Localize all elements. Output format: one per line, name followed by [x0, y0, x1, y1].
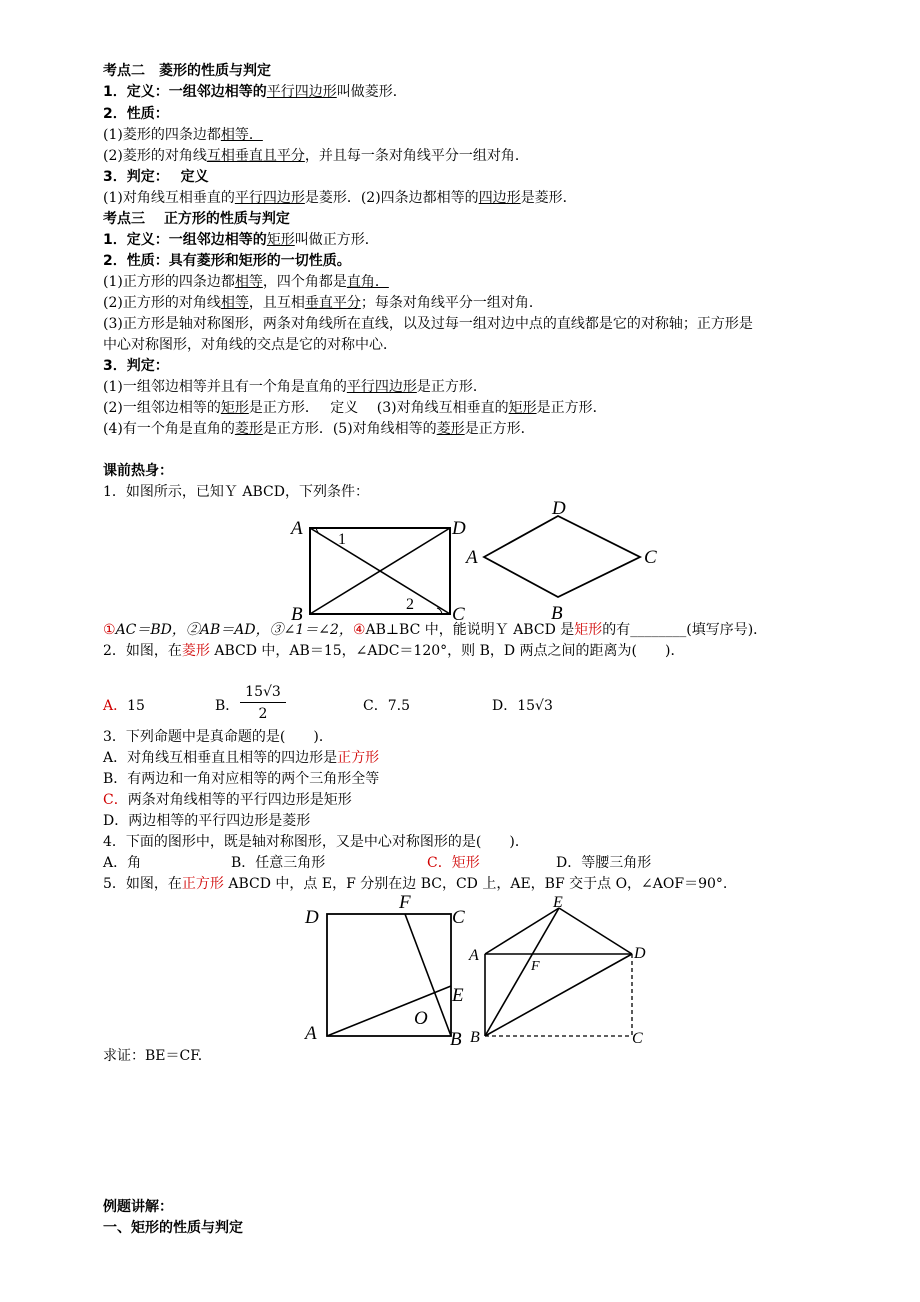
kp3-judge-2: (2)一组邻边相等的矩形是正方形． 定义 (3)对角线互相垂直的矩形是正方形．	[103, 400, 607, 416]
kp2-judge: (1)对角线互相垂直的平行四边形是菱形．(2)四条边都相等的四边形是菱形．	[103, 190, 577, 206]
fig3-label-b: B	[450, 1029, 462, 1048]
q5-text: 5．如图，在正方形 ABCD 中，点 E，F 分别在边 BC，CD 上，AE，BF 交于点 O，∠AOF＝90°.	[103, 876, 728, 892]
fig1-label-a: A	[291, 518, 303, 539]
q4-option-a: A．角	[103, 855, 142, 871]
fig3-label-o: O	[414, 1008, 428, 1029]
q4-text: 4．下面的图形中，既是轴对称图形，又是中心对称图形的是( )．	[103, 834, 529, 850]
fig4-label-f: F	[531, 959, 540, 974]
kp2-prop-1: (1)菱形的四条边都相等．	[103, 127, 263, 143]
q1-text: 1．如图所示，已知Ｙ ABCD，下列条件：	[103, 484, 369, 500]
fig4-label-a: A	[469, 947, 479, 964]
q2-option-a: A．15	[103, 698, 145, 714]
kp2-prop-2: (2)菱形的对角线互相垂直且平分，并且每一条对角线平分一组对角．	[103, 148, 529, 164]
fig4-label-b: B	[470, 1029, 480, 1046]
fig1-label-b: B	[291, 604, 303, 625]
q2-option-b-denominator: 2	[258, 706, 268, 722]
kp3-prop-3b: 中心对称图形，对角线的交点是它的对称中心．	[103, 337, 397, 353]
fig2-label-c: C	[644, 547, 657, 568]
kp3-judge-1: (1)一组邻边相等并且有一个角是直角的平行四边形是正方形．	[103, 379, 487, 395]
warmup-title: 课前热身：	[103, 463, 173, 479]
fig4-label-d: D	[634, 945, 646, 962]
kp2-title: 考点二 菱形的性质与判定	[103, 63, 271, 79]
q2-option-b-fraction	[240, 682, 286, 725]
q3-option-b: B．有两边和一角对应相等的两个三角形全等	[103, 771, 380, 787]
kp3-prop-1: (1)正方形的四条边都相等，四个角都是直角．	[103, 274, 389, 290]
kp3-definition: 1．定义：一组邻边相等的矩形叫做正方形．	[103, 232, 379, 248]
kp3-judge-4: (4)有一个角是直角的菱形是正方形．(5)对角线相等的菱形是正方形．	[103, 421, 535, 437]
kp2-judge-head: 3．判定： 定义	[103, 169, 209, 185]
fig1-angle-1: 1	[338, 531, 346, 548]
fig3-label-d: D	[305, 907, 319, 928]
q3-option-d: D．两边相等的平行四边形是菱形	[103, 813, 311, 829]
kp2-prop-head: 2．性质：	[103, 106, 169, 122]
q2-option-c: C．7.5	[363, 698, 410, 714]
q1-conditions: ①AC＝BD，②AB＝AD，③∠1＝∠2，④AB⊥BC 中，能说明Ｙ ABCD 是矩形的有________(填写序号)．	[103, 622, 768, 638]
fig3-label-f: F	[399, 892, 411, 913]
kp3-title: 考点三 正方形的性质与判定	[103, 211, 290, 227]
fig3-label-c: C	[452, 907, 465, 928]
kp3-prop-2: (2)正方形的对角线相等，且互相垂直平分；每条对角线平分一组对角．	[103, 295, 543, 311]
q1-rectangle-figure	[285, 508, 470, 626]
q5-prove: 求证：BE＝CF.	[103, 1048, 203, 1064]
q2-text: 2．如图，在菱形 ABCD 中，AB＝15，∠ADC＝120°，则 B，D 两点之间的距离为( )．	[103, 643, 685, 659]
kp3-judge-head: 3．判定：	[103, 358, 169, 374]
fig2-label-b: B	[551, 603, 563, 624]
q4-option-c: C．矩形	[427, 855, 480, 871]
examples-subtitle: 一、矩形的性质与判定	[103, 1220, 243, 1236]
q2-option-b-numerator: 15√3	[240, 682, 286, 703]
kp3-prop-3a: (3)正方形是轴对称图形，两条对角线所在直线，以及过每一组对边中点的直线都是它的对称轴；正方形是	[103, 316, 753, 332]
fig2-label-a: A	[466, 547, 478, 568]
q2-option-b-label: B．	[215, 698, 240, 714]
fig2-label-d: D	[552, 498, 566, 519]
examples-title: 例题讲解：	[103, 1199, 173, 1215]
kp3-prop-head: 2．性质：具有菱形和矩形的一切性质。	[103, 253, 351, 269]
q3-option-a: A．对角线互相垂直且相等的四边形是正方形	[103, 750, 380, 766]
fig1-label-d: D	[452, 518, 466, 539]
fig3-label-a: A	[305, 1023, 317, 1044]
fig3-label-e: E	[452, 985, 464, 1006]
q5-square-figure	[300, 888, 475, 1048]
q2-option-d: D．15√3	[492, 698, 553, 714]
q4-option-b: B．任意三角形	[231, 855, 326, 871]
q3-option-c: C．两条对角线相等的平行四边形是矩形	[103, 792, 352, 808]
kp2-definition: 1．定义：一组邻边相等的平行四边形叫做菱形．	[103, 84, 407, 100]
q3-text: 3．下列命题中是真命题的是( )．	[103, 729, 333, 745]
fig4-label-e: E	[553, 894, 563, 911]
q1-rhombus-figure	[462, 495, 667, 625]
q5-fold-figure	[466, 888, 656, 1050]
fig4-label-c: C	[632, 1030, 643, 1047]
q4-option-d: D．等腰三角形	[556, 855, 652, 871]
fig1-label-c: C	[452, 604, 465, 625]
fig1-angle-2: 2	[406, 596, 414, 613]
